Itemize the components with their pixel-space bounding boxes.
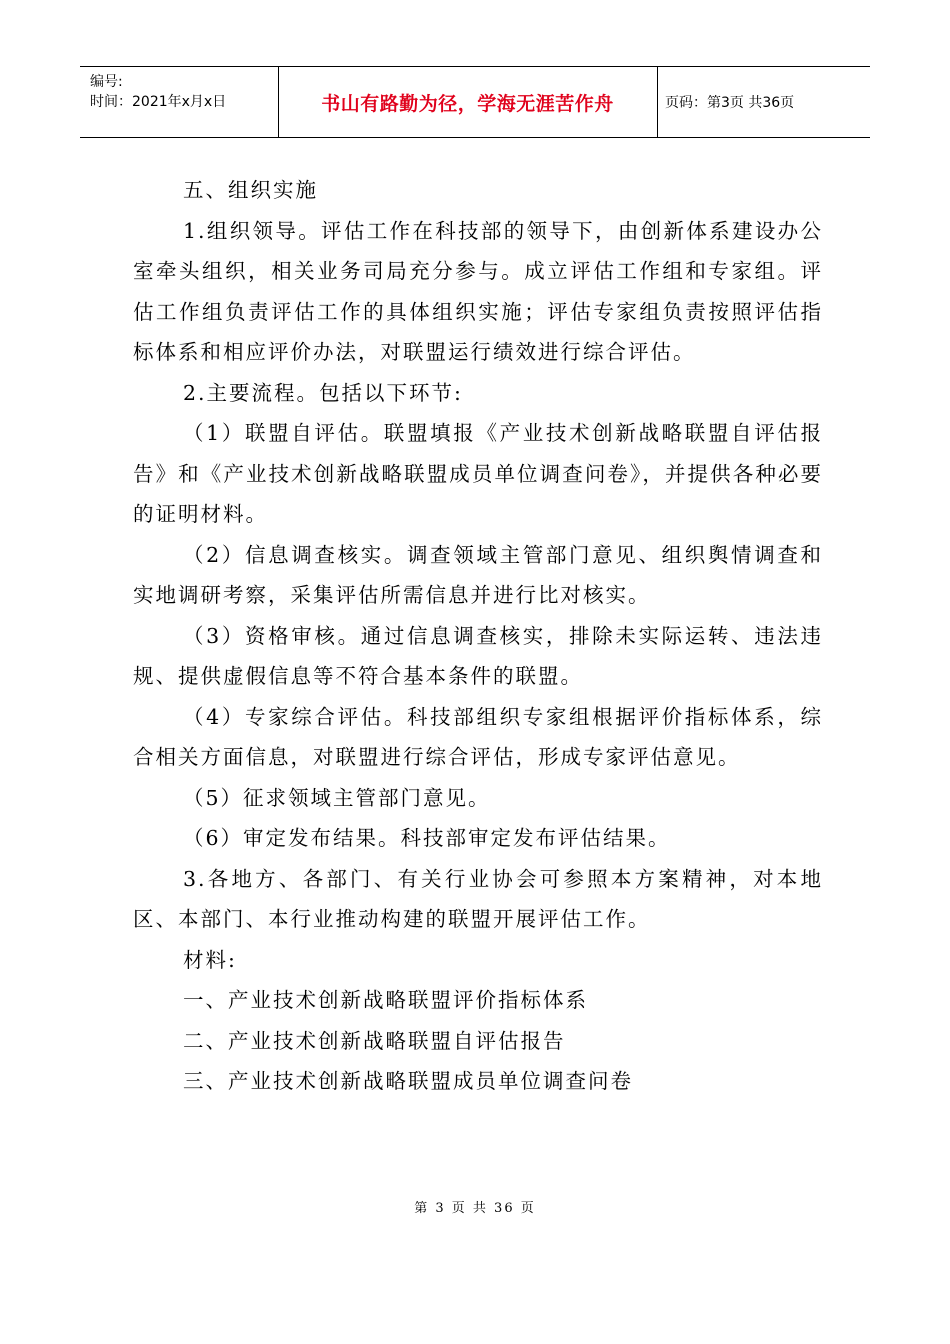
paragraph: 1.组织领导。评估工作在科技部的领导下，由创新体系建设办公室牵头组织，相关业务司局充分参与。成立评估工作组和专家组。评估工作组负责评估工作的具体组织实施；评估专家组负责按照评估指标体系和相应评价办法，对联盟运行绩效进行综合评估。 xyxy=(133,218,823,364)
material-item: 一、产业技术创新战略联盟评价指标体系 xyxy=(183,988,588,1012)
header-motto: 书山有路勤为径，学海无涯苦作舟 xyxy=(321,92,614,115)
material-item: 三、产业技术创新战略联盟成员单位调查问卷 xyxy=(183,1069,633,1093)
header-meta xyxy=(90,72,275,112)
materials-label: 材料: xyxy=(183,947,237,972)
material-item: 二、产业技术创新战略联盟自评估报告 xyxy=(183,1028,566,1053)
paragraph: （1）联盟自评估。联盟填报《产业技术创新战略联盟自评估报告》和《产业技术创新战略联盟成员单位调查问卷》，并提供各种必要的证明材料。 xyxy=(133,421,823,526)
header-page-info: 页码：第3页 共36页 xyxy=(665,95,795,111)
time-label: 时间：2021年x月x日 xyxy=(90,94,227,110)
header-divider xyxy=(278,67,279,137)
page-footer: 第 3 页 共 36 页 xyxy=(414,1201,536,1216)
document-body xyxy=(133,170,823,1102)
paragraph: 2.主要流程。包括以下环节: xyxy=(183,380,463,405)
paragraph: （4）专家综合评估。科技部组织专家组根据评价指标体系，综合相关方面信息，对联盟进行综合评估，形成专家评估意见。 xyxy=(133,704,823,769)
paragraph: （2）信息调查核实。调查领域主管部门意见、组织舆情调查和实地调研考察，采集评估所需信息并进行比对核实。 xyxy=(133,542,823,607)
document-header xyxy=(80,66,870,138)
paragraph: （3）资格审核。通过信息调查核实，排除未实际运转、违法违规、提供虚假信息等不符合基本条件的联盟。 xyxy=(133,623,823,688)
paragraph: （6）审定发布结果。科技部审定发布评估结果。 xyxy=(183,826,671,850)
paragraph: （5）征求领域主管部门意见。 xyxy=(183,785,491,810)
header-divider xyxy=(657,67,658,137)
serial-label: 编号: xyxy=(90,74,123,90)
section-heading: 五、组织实施 xyxy=(183,178,318,202)
paragraph: 3.各地方、各部门、有关行业协会可参照本方案精神，对本地区、本部门、本行业推动构建的联盟开展评估工作。 xyxy=(133,866,823,931)
